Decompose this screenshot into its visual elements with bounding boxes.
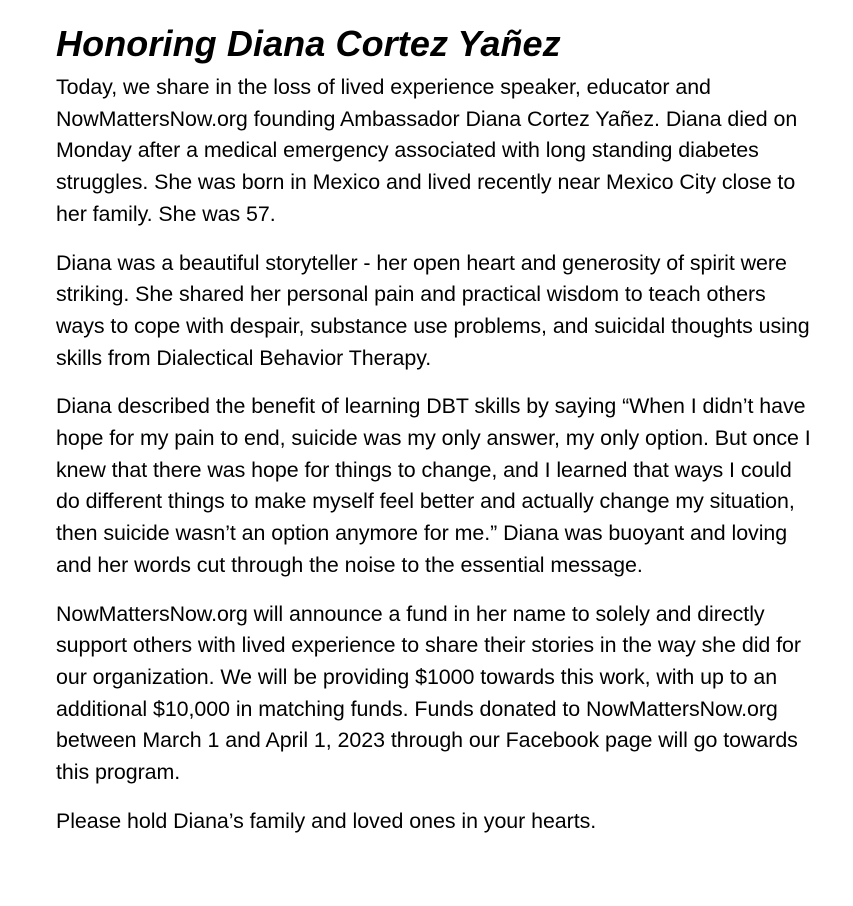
- paragraph-announcement: Today, we share in the loss of lived experience speaker, educator and NowMattersNow.org founding Ambassador Diana Cortez Yañez. Diana died on Monday after a medical emergency associated with long standing diabetes struggles. She was born in Mexico and lived recently near Mexico City close to her family. She was 57.: [56, 75, 798, 226]
- paragraph-storyteller: Diana was a beautiful storyteller - her open heart and generosity of spirit were striking. She shared her personal pain and practical wisdom to teach others ways to cope with despair, substance use problems, and suicidal thoughts using skills from Dialectical Behavior Therapy.: [56, 250, 810, 370]
- paragraph-closing: Please hold Diana’s family and loved ones in your hearts.: [56, 808, 597, 833]
- paragraph-quote: Diana described the benefit of learning DBT skills by saying “When I didn’t have hope for my pain to end, suicide was my only answer, my only option. But once I knew that there was hope for things to change, and I learned that ways I could do different things to make myself feel better and actually change my situation, then suicide wasn’t an option anymore for me.” Diana was buoyant and loving and her words cut through the noise to the essential message.: [56, 394, 811, 577]
- article-title: Honoring Diana Cortez Yañez: [56, 23, 561, 64]
- paragraph-fund: NowMattersNow.org will announce a fund in her name to solely and directly support others with lived experience to share their stories in the way she did for our organization. We will be providing $1000 towards this work, with up to an additional $10,000 in matching funds. Funds donated to NowMattersNow.org between March 1 and April 1, 2023 through our Facebook page will go towards this program.: [56, 601, 801, 785]
- article: [56, 22, 818, 854]
